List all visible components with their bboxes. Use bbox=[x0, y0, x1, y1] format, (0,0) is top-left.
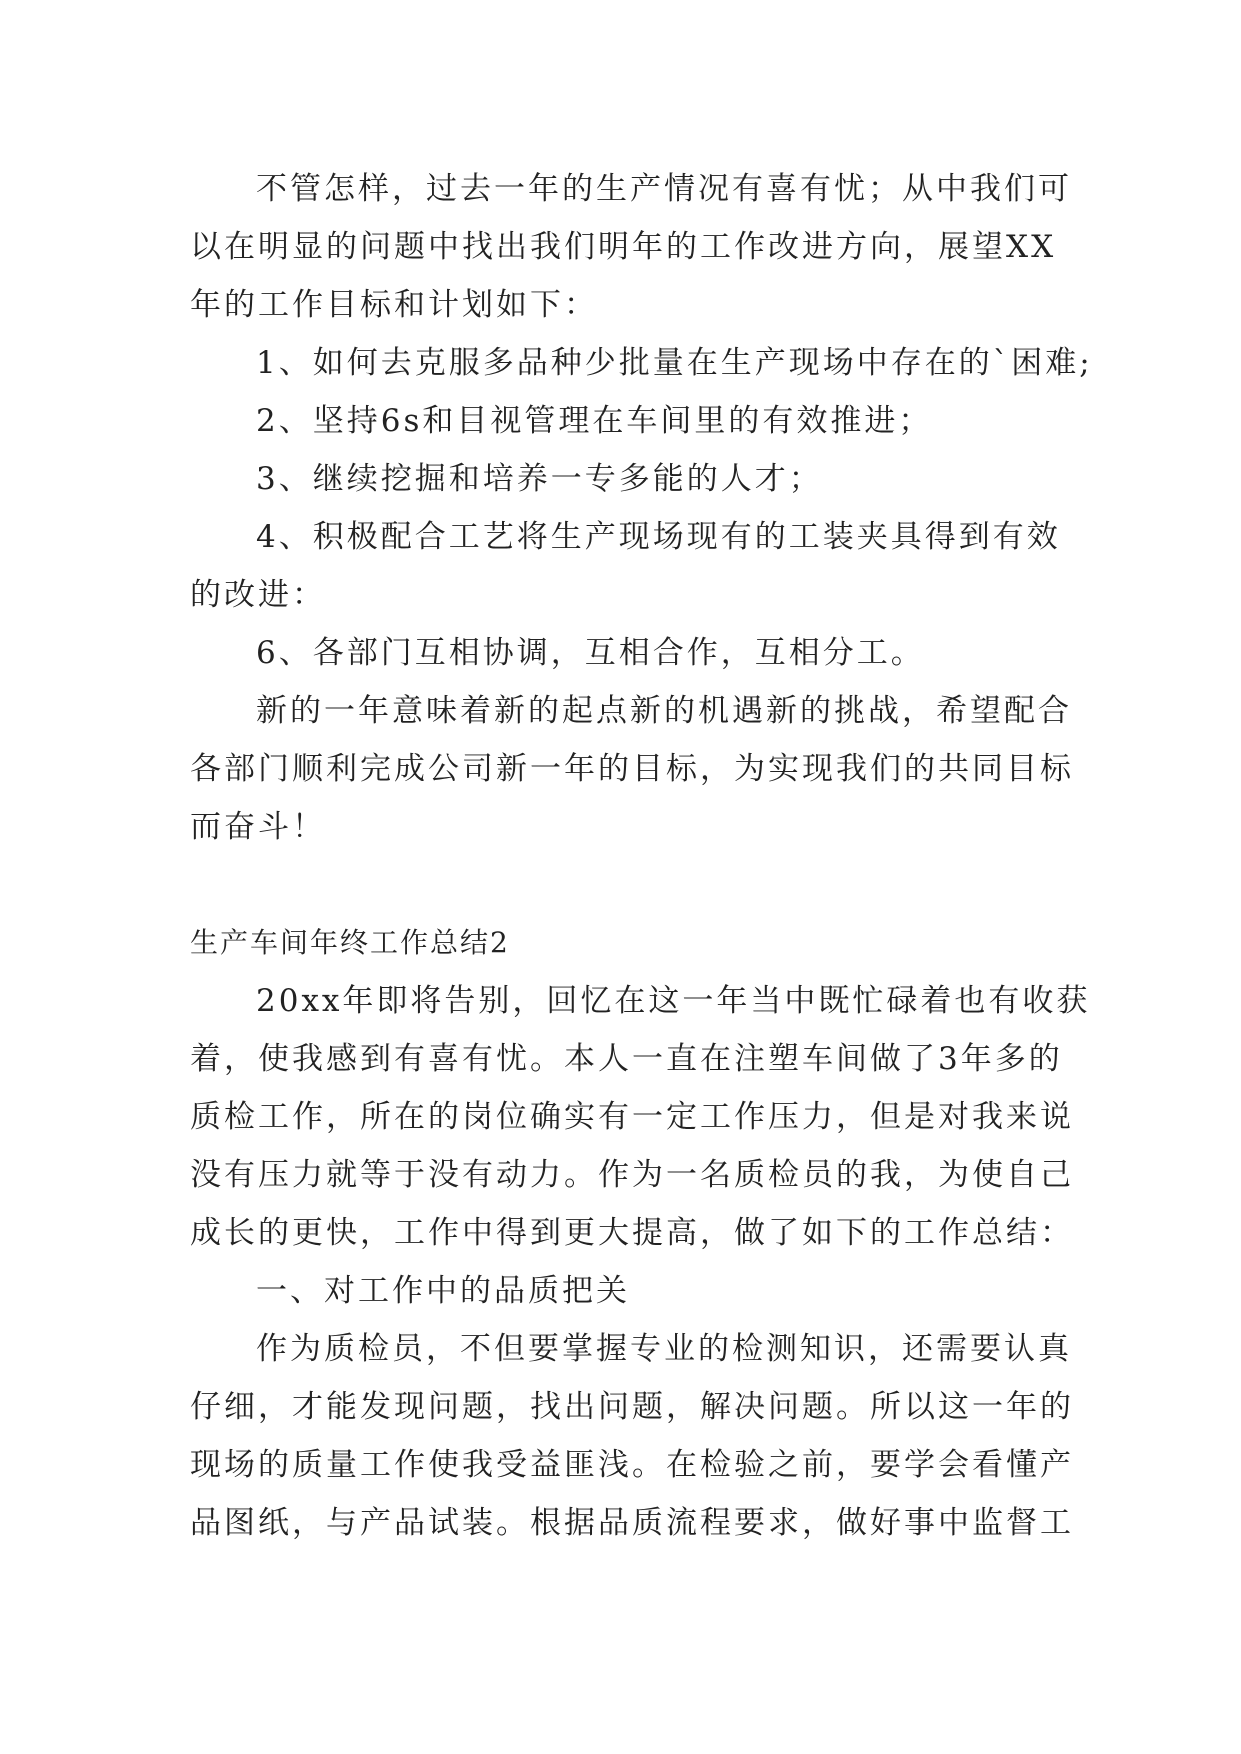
list-item-3 bbox=[190, 450, 1050, 508]
text-line: 各部门顺利完成公司新一年的目标，为实现我们的共同目标 bbox=[190, 751, 1074, 787]
text-line: 年的工作目标和计划如下： bbox=[190, 287, 598, 323]
text-line: 新的一年意味着新的起点新的机遇新的挑战，希望配合 bbox=[256, 693, 1072, 729]
list-item-6 bbox=[190, 624, 1050, 682]
text-line: 3、继续挖掘和培养一专多能的人才； bbox=[256, 461, 823, 497]
section-title: 生产车间年终工作总结2 bbox=[190, 926, 510, 959]
text-line: 4、积极配合工艺将生产现场现有的工装夹具得到有效 bbox=[256, 519, 1061, 555]
text-line: 不管怎样，过去一年的生产情况有喜有忧；从中我们可 bbox=[256, 171, 1072, 207]
text-line: 1、如何去克服多品种少批量在生产现场中存在的`困难; bbox=[256, 345, 1093, 381]
text-line: 仔细，才能发现问题，找出问题，解决问题。所以这一年的 bbox=[190, 1389, 1074, 1425]
text-line: 6、各部门互相协调，互相合作，互相分工。 bbox=[256, 635, 925, 671]
paragraph-quality-control bbox=[190, 1320, 1074, 1552]
list-item-1 bbox=[190, 334, 1093, 392]
text-line: 2、坚持6s和目视管理在车间里的有效推进； bbox=[256, 403, 933, 439]
document-body bbox=[190, 160, 1093, 1552]
list-item-4 bbox=[190, 508, 1061, 624]
subheading-quality-control bbox=[190, 1262, 1050, 1320]
text-line: 着，使我感到有喜有忧。本人一直在注塑车间做了3年多的 bbox=[190, 1041, 1063, 1077]
text-line: 现场的质量工作使我受益匪浅。在检验之前，要学会看懂产 bbox=[190, 1447, 1074, 1483]
text-line: 而奋斗！ bbox=[190, 809, 326, 845]
text-line: 以在明显的问题中找出我们明年的工作改进方向，展望XX bbox=[190, 229, 1057, 265]
text-line: 成长的更快，工作中得到更大提高，做了如下的工作总结： bbox=[190, 1215, 1074, 1251]
paragraph-intro bbox=[190, 160, 1072, 334]
text-line: 质检工作，所在的岗位确实有一定工作压力，但是对我来说 bbox=[190, 1099, 1074, 1135]
text-line: 一、对工作中的品质把关 bbox=[256, 1273, 630, 1309]
paragraph-summary-intro bbox=[190, 972, 1091, 1262]
text-line: 品图纸，与产品试装。根据品质流程要求，做好事中监督工 bbox=[190, 1505, 1074, 1541]
text-line: 没有压力就等于没有动力。作为一名质检员的我，为使自己 bbox=[190, 1157, 1074, 1193]
text-line: 作为质检员，不但要掌握专业的检测知识，还需要认真 bbox=[256, 1331, 1072, 1367]
text-line: 的改进： bbox=[190, 577, 326, 613]
paragraph-closing bbox=[190, 682, 1074, 856]
text-line: 20xx年即将告别，回忆在这一年当中既忙碌着也有收获 bbox=[256, 983, 1091, 1019]
list-item-2 bbox=[190, 392, 1050, 450]
section-gap bbox=[190, 856, 1050, 914]
